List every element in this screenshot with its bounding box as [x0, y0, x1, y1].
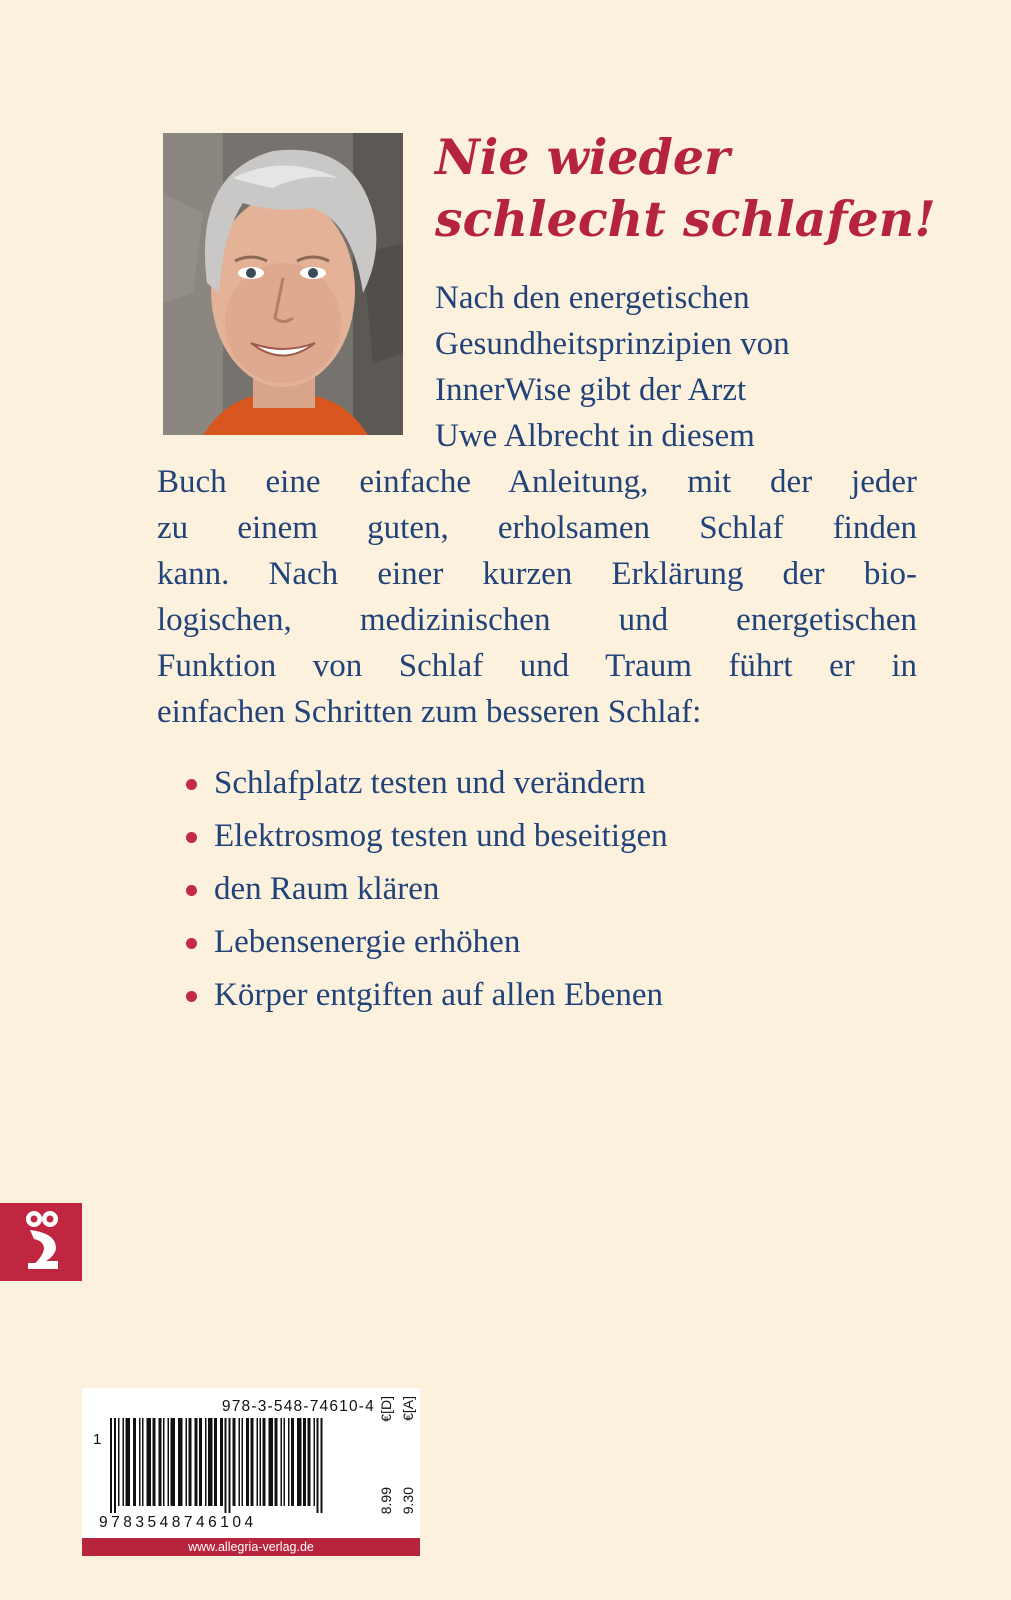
- barcode-bar: [178, 1418, 183, 1506]
- bullet-dot-icon: [186, 779, 197, 790]
- barcode-bar: [291, 1418, 294, 1506]
- publisher-owl-logo-icon: [0, 1203, 82, 1281]
- list-item: [182, 813, 942, 866]
- price-germany-value: 8.99: [378, 1486, 394, 1514]
- list-item-label: Schlafplatz testen und verändern: [214, 765, 646, 801]
- barcode-bar: [220, 1418, 223, 1506]
- price-germany: [378, 1396, 400, 1514]
- price-austria: [400, 1396, 422, 1514]
- barcode-bar: [147, 1418, 152, 1506]
- barcode-bar: [208, 1418, 213, 1506]
- barcode-bar: [242, 1418, 244, 1506]
- barcode-bar: [308, 1418, 311, 1506]
- barcode-bar: [186, 1418, 188, 1506]
- barcode-bar: [275, 1418, 278, 1506]
- barcode-bar: [199, 1418, 202, 1506]
- barcode-bar: [246, 1418, 249, 1506]
- headline-line-1: Nie wieder: [435, 128, 730, 186]
- barcode-bar: [110, 1418, 112, 1513]
- intro-line: InnerWise gibt der Arzt: [435, 372, 747, 408]
- list-item: [182, 866, 942, 919]
- barcode-bar: [171, 1418, 176, 1506]
- barcode-bar: [195, 1418, 198, 1506]
- bullet-dot-icon: [186, 885, 197, 896]
- intro-line: logischen, medizinischen und energetischen: [157, 602, 917, 638]
- barcode-bars: [108, 1418, 370, 1513]
- intro-paragraph-bottom: [157, 459, 917, 735]
- barcode-bar: [214, 1418, 217, 1506]
- barcode-bar: [317, 1418, 319, 1513]
- barcode-bar: [139, 1418, 141, 1506]
- intro-line: kann. Nach einer kurzen Erklärung der bio-: [157, 556, 917, 592]
- barcode-bar: [153, 1418, 156, 1506]
- barcode-bar: [168, 1418, 170, 1506]
- barcode-bar: [257, 1418, 259, 1506]
- ean-digits: 9783548746104: [99, 1514, 257, 1531]
- barcode-block: [82, 1388, 420, 1556]
- barcode-bar: [297, 1418, 302, 1506]
- barcode-bar: [288, 1418, 290, 1506]
- price-austria-label: €[A]: [400, 1396, 416, 1421]
- price-germany-label: €[D]: [378, 1396, 394, 1422]
- barcode-lead-digit: 1: [93, 1431, 102, 1448]
- list-item-label: Körper entgiften auf allen Ebenen: [214, 977, 663, 1013]
- intro-line: Uwe Albrecht in diesem: [435, 418, 755, 454]
- barcode-bar: [260, 1418, 262, 1506]
- intro-line: Funktion von Schlaf und Traum führt er in: [157, 648, 917, 684]
- intro-line: einfachen Schritten zum besseren Schlaf:: [157, 694, 702, 730]
- barcode-bar: [133, 1418, 136, 1506]
- barcode-bar: [284, 1418, 286, 1506]
- headline: [435, 126, 995, 250]
- barcode-bar: [269, 1418, 274, 1506]
- barcode-bar: [233, 1418, 236, 1506]
- barcode-bar: [225, 1418, 227, 1513]
- barcode-bar: [321, 1418, 323, 1513]
- barcode-bar: [114, 1418, 116, 1513]
- bullet-dot-icon: [186, 991, 197, 1002]
- list-item-label: den Raum klären: [214, 871, 440, 907]
- bullet-dot-icon: [186, 938, 197, 949]
- list-item-label: Lebensenergie erhöhen: [214, 924, 521, 960]
- barcode-bar: [159, 1418, 162, 1506]
- barcode-bar: [118, 1418, 120, 1506]
- barcode-bar: [314, 1418, 316, 1506]
- author-photo: [163, 133, 403, 435]
- barcode-bar: [229, 1418, 231, 1513]
- feature-list: [182, 760, 942, 1025]
- intro-line: Nach den energetischen: [435, 280, 750, 316]
- intro-paragraph-top: [435, 275, 995, 459]
- intro-line: Gesundheitsprinzipien von: [435, 326, 790, 362]
- barcode-bar: [126, 1418, 131, 1506]
- intro-line: Buch eine einfache Anleitung, mit der jeder: [157, 464, 917, 500]
- barcode-bar: [251, 1418, 254, 1506]
- headline-line-2: schlecht schlafen!: [435, 190, 936, 248]
- list-item: [182, 760, 942, 813]
- barcode-bar: [281, 1418, 283, 1506]
- intro-line: zu einem guten, erholsamen Schlaf finden: [157, 510, 917, 546]
- price-austria-value: 9.30: [400, 1486, 416, 1514]
- barcode-bar: [239, 1418, 241, 1506]
- isbn-number: 978-3-548-74610-4: [221, 1398, 375, 1415]
- barcode-bar: [263, 1418, 266, 1506]
- list-item: [182, 972, 942, 1025]
- barcode-bar: [123, 1418, 125, 1506]
- barcode-bar: [142, 1418, 144, 1506]
- barcode-bar: [205, 1418, 207, 1506]
- barcode-bar: [163, 1418, 165, 1506]
- barcode-bar: [303, 1418, 306, 1506]
- list-item-label: Elektrosmog testen und beseitigen: [214, 818, 668, 854]
- barcode-bar: [189, 1418, 192, 1506]
- publisher-url: www.allegria-verlag.de: [82, 1538, 420, 1556]
- bullet-dot-icon: [186, 832, 197, 843]
- list-item: [182, 919, 942, 972]
